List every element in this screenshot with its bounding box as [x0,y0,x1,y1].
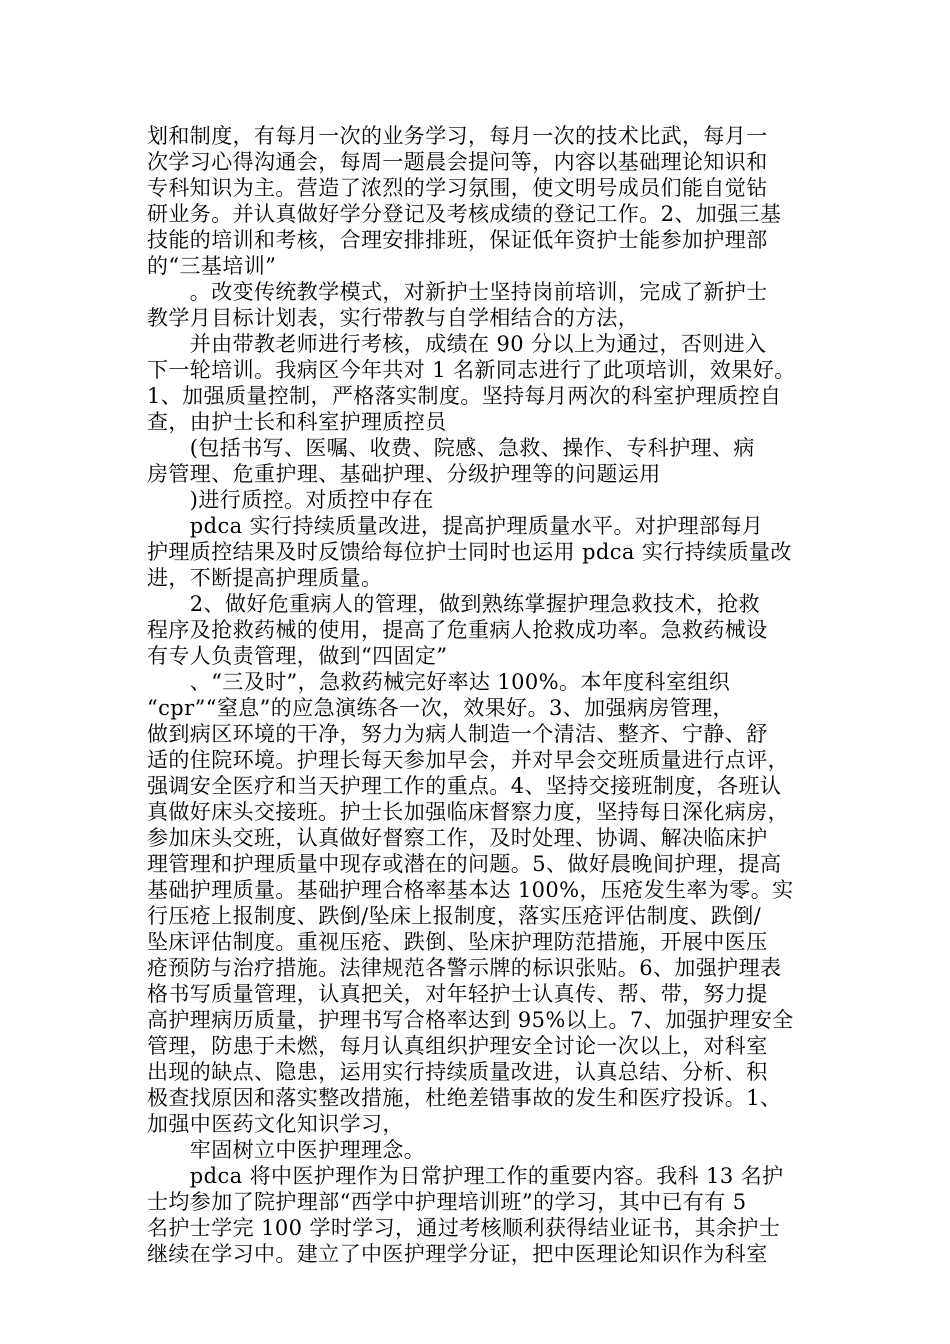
text-line: 继续在学习中。建立了中医护理学分证，把中医理论知识作为科室 [147,1242,768,1266]
text-line: 专科知识为主。营造了浓烈的学习氛围，使文明号成员们能自觉钻 [147,176,768,200]
text-line: 行压疮上报制度、跌倒/坠床上报制度，落实压疮评估制度、跌倒/ [147,904,762,928]
text-line: 强调安全医疗和当天护理工作的重点。4、坚持交接班制度，各班认 [147,774,782,798]
text-line: 有专人负责管理，做到“四固定” [147,644,448,668]
text-line: pdca 实行持续质量改进，提高护理质量水平。对护理部每月 [147,514,764,538]
text-line: 次学习心得沟通会，每周一题晨会提问等，内容以基础理论知识和 [147,150,768,174]
text-line: 疮预防与治疗措施。法律规范各警示牌的标识张贴。6、加强护理表 [147,956,782,980]
text-line: 程序及抢救药械的使用，提高了危重病人抢救成功率。急救药械设 [147,618,768,642]
text-line: pdca 将中医护理作为日常护理工作的重要内容。我科 13 名护 [147,1164,784,1188]
text-line: 理管理和护理质量中现存或潜在的问题。5、做好晨晚间护理，提高 [147,852,782,876]
text-line: 适的住院环境。护理长每天参加早会，并对早会交班质量进行点评， [147,748,789,772]
text-line: 。改变传统教学模式，对新护士坚持岗前培训，完成了新护士 [147,280,768,304]
text-line: 下一轮培训。我病区今年共对 1 名新同志进行了此项培训，效果好。 [147,358,796,382]
text-line: 格书写质量管理，认真把关，对年轻护士认真传、帮、带，努力提 [147,982,768,1006]
text-line: 真做好床头交接班。护士长加强临床督察力度，坚持每日深化病房， [147,800,789,824]
text-line: “cpr”“窒息”的应急演练各一次，效果好。3、加强病房管理， [147,696,734,720]
text-line: 做到病区环境的干净，努力为病人制造一个清洁、整齐、宁静、舒 [147,722,768,746]
text-line: 高护理病历质量，护理书写合格率达到 95%以上。7、加强护理安全 [147,1008,794,1032]
text-line: 护理质控结果及时反馈给每位护士同时也运用 pdca 实行持续质量改 [147,540,792,564]
text-line: 2、做好危重病人的管理，做到熟练掌握护理急救技术，抢救 [147,592,760,616]
text-line: 并由带教老师进行考核，成绩在 90 分以上为通过，否则进入 [147,332,767,356]
text-line: 名护士学完 100 学时学习，通过考核顺利获得结业证书，其余护士 [147,1216,781,1240]
text-line: 房管理、危重护理、基础护理、分级护理等的问题运用 [147,462,661,486]
text-line: 士均参加了院护理部“西学中护理培训班”的学习，其中已有有 5 [147,1190,747,1214]
text-line: 的“三基培训” [147,254,277,278]
text-line: 坠床评估制度。重视压疮、跌倒、坠床护理防范措施，开展中医压 [147,930,768,954]
text-line: 技能的培训和考核，合理安排排班，保证低年资护士能参加护理部 [147,228,768,252]
text-line: 1、加强质量控制，严格落实制度。坚持每月两次的科室护理质控自 [147,384,782,408]
text-line: 牢固树立中医护理理念。 [147,1138,426,1162]
text-line: 管理，防患于未燃，每月认真组织护理安全讨论一次以上，对科室 [147,1034,768,1058]
text-line: 极查找原因和落实整改措施，杜绝差错事故的发生和医疗投诉。1、 [147,1086,782,1110]
text-line: (包括书写、医嘱、收费、院感、急救、操作、专科护理、病 [147,436,755,460]
text-line: 基础护理质量。基础护理合格率基本达 100%，压疮发生率为零。实 [147,878,794,902]
text-line: 研业务。并认真做好学分登记及考核成绩的登记工作。2、加强三基 [147,202,782,226]
text-line: 加强中医药文化知识学习， [147,1112,404,1136]
text-line: 出现的缺点、隐患，运用实行持续质量改进，认真总结、分析、积 [147,1060,768,1084]
text-line: 参加床头交班，认真做好督察工作，及时处理、协调、解决临床护 [147,826,768,850]
text-line: 教学月目标计划表，实行带教与自学相结合的方法， [147,306,640,330]
text-line: 划和制度，有每月一次的业务学习，每月一次的技术比武，每月一 [147,124,768,148]
text-line: 进，不断提高护理质量。 [147,566,383,590]
text-line: )进行质控。对质控中存在 [147,488,434,512]
text-line: 、“三及时”，急救药械完好率达 100%。本年度科室组织 [147,670,731,694]
text-line: 查，由护士长和科室护理质控员 [147,410,447,434]
